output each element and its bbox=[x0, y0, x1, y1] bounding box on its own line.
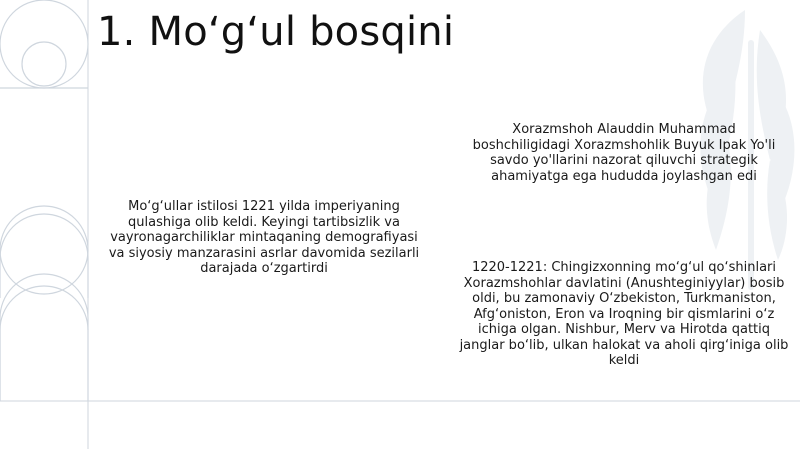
left-arch-shapes bbox=[0, 206, 88, 401]
right-paragraph-bottom: 1220-1221: Chingizxonning mo‘g‘ul qo‘shinlari Xorazmshohlar davlatini (Anushteginiyylar) bosib oldi, bu zamonaviy O‘zbekiston, Turkmaniston, Afg‘oniston, Eron va Iroqning bir qismlarini o‘z ichiga olgan. Nishbur, Merv va Hirotda qattiq janglar bo‘lib, ulkan halokat va aholi qirg‘iniga olib keldi bbox=[459, 260, 789, 368]
right-paragraph-top: Xorazmshoh Alauddin Muhammad boshchiligidagi Xorazmshohlik Buyuk Ipak Yo'li savdo yo'llarini nazorat qiluvchi strategik ahamiyatga ega hududda joylashgan edi bbox=[472, 122, 776, 184]
top-left-circles bbox=[0, 0, 88, 88]
slide-title: 1. Mo‘g‘ul bosqini bbox=[97, 9, 455, 55]
left-paragraph: Mo‘g‘ullar istilosi 1221 yilda imperiyaning qulashiga olib keldi. Keyingi tartibsizlik va vayronagarchiliklar mintaqaning demografiyasi va siyosiy manzarasini asrlar davomida sezilarli darajada o‘zgartirdi bbox=[108, 199, 420, 276]
